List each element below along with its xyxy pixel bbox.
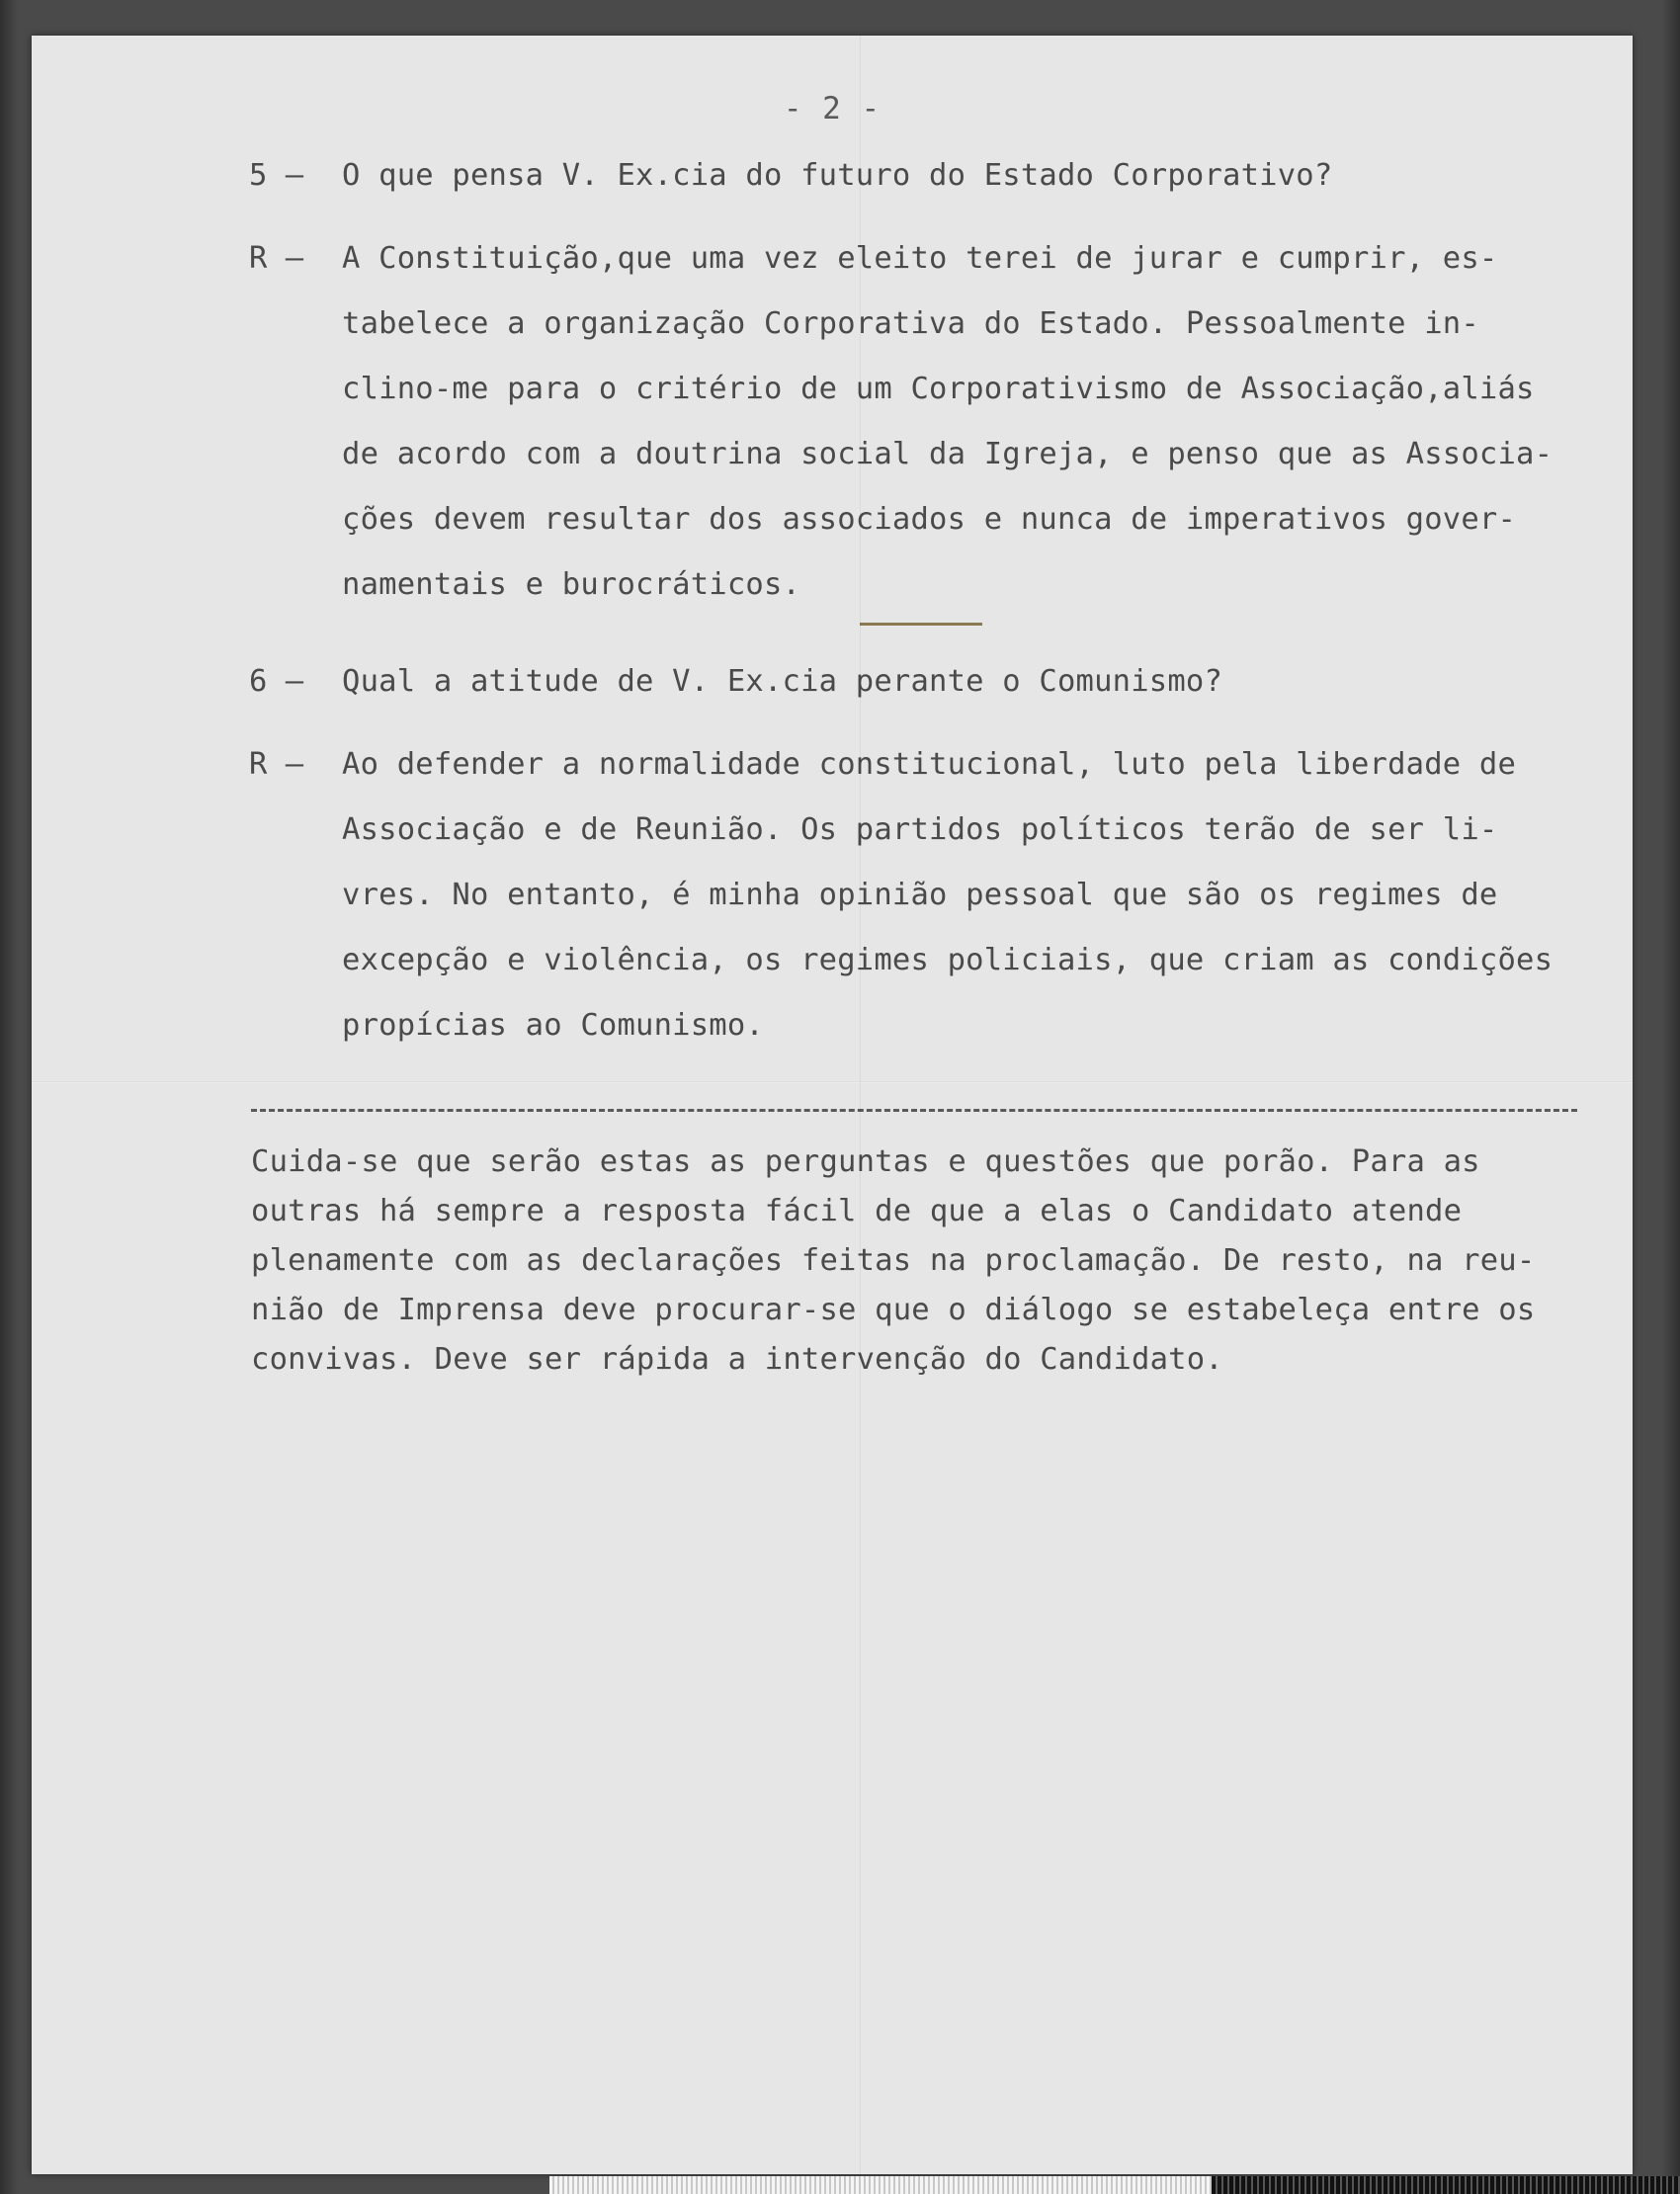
question-6-text: Qual a atitude de V. Ex.cia perante o Comunismo? [342, 664, 1223, 699]
note-line: convivas. Deve ser rápida a intervenção do Candidato. [251, 1342, 1223, 1377]
answer-5-line: namentais e burocráticos. [342, 567, 801, 602]
page-number: - 2 - [783, 91, 882, 127]
note-line: plenamente com as declarações feitas na proclamação. De resto, na reu- [251, 1243, 1536, 1278]
question-5-text: O que pensa V. Ex.cia do futuro do Estado Corporativo? [342, 158, 1333, 193]
answer-5-line: de acordo com a doutrina social da Igreja, e penso que as Associa- [342, 437, 1554, 471]
answer-6-marker: R — [249, 747, 304, 782]
scan-calibration-strip-dark [1212, 2176, 1680, 2194]
answer-5-line: ções devem resultar dos associados e nunca de imperativos gover- [342, 502, 1517, 537]
answer-5-line: clino-me para o critério de um Corporativismo de Associação,aliás [342, 372, 1535, 406]
note-line: outras há sempre a resposta fácil de que a elas o Candidato atende [251, 1194, 1463, 1228]
section-divider [860, 623, 982, 626]
dashed-separator [251, 1109, 1577, 1112]
question-5-marker: 5 — [249, 158, 304, 193]
answer-6-line: vres. No entanto, é minha opinião pessoal que são os regimes de [342, 878, 1498, 912]
typed-document-page [32, 36, 1633, 2174]
answer-6-line: Ao defender a normalidade constitucional, luto pela liberdade de [342, 747, 1517, 782]
answer-6-line: propícias ao Comunismo. [342, 1008, 764, 1043]
note-line: nião de Imprensa deve procurar-se que o diálogo se estabeleça entre os [251, 1293, 1536, 1327]
answer-5-line: tabelece a organização Corporativa do Estado. Pessoalmente in- [342, 306, 1479, 341]
answer-6-line: excepção e violência, os regimes policiais, que criam as condições [342, 943, 1554, 977]
note-line: Cuida-se que serão estas as perguntas e questões que porão. Para as [251, 1144, 1480, 1179]
answer-5-marker: R — [249, 241, 304, 276]
answer-5-line: A Constituição,que uma vez eleito terei de jurar e cumprir, es- [342, 241, 1498, 276]
answer-6-line: Associação e de Reunião. Os partidos políticos terão de ser li- [342, 812, 1498, 847]
question-6-marker: 6 — [249, 664, 304, 699]
